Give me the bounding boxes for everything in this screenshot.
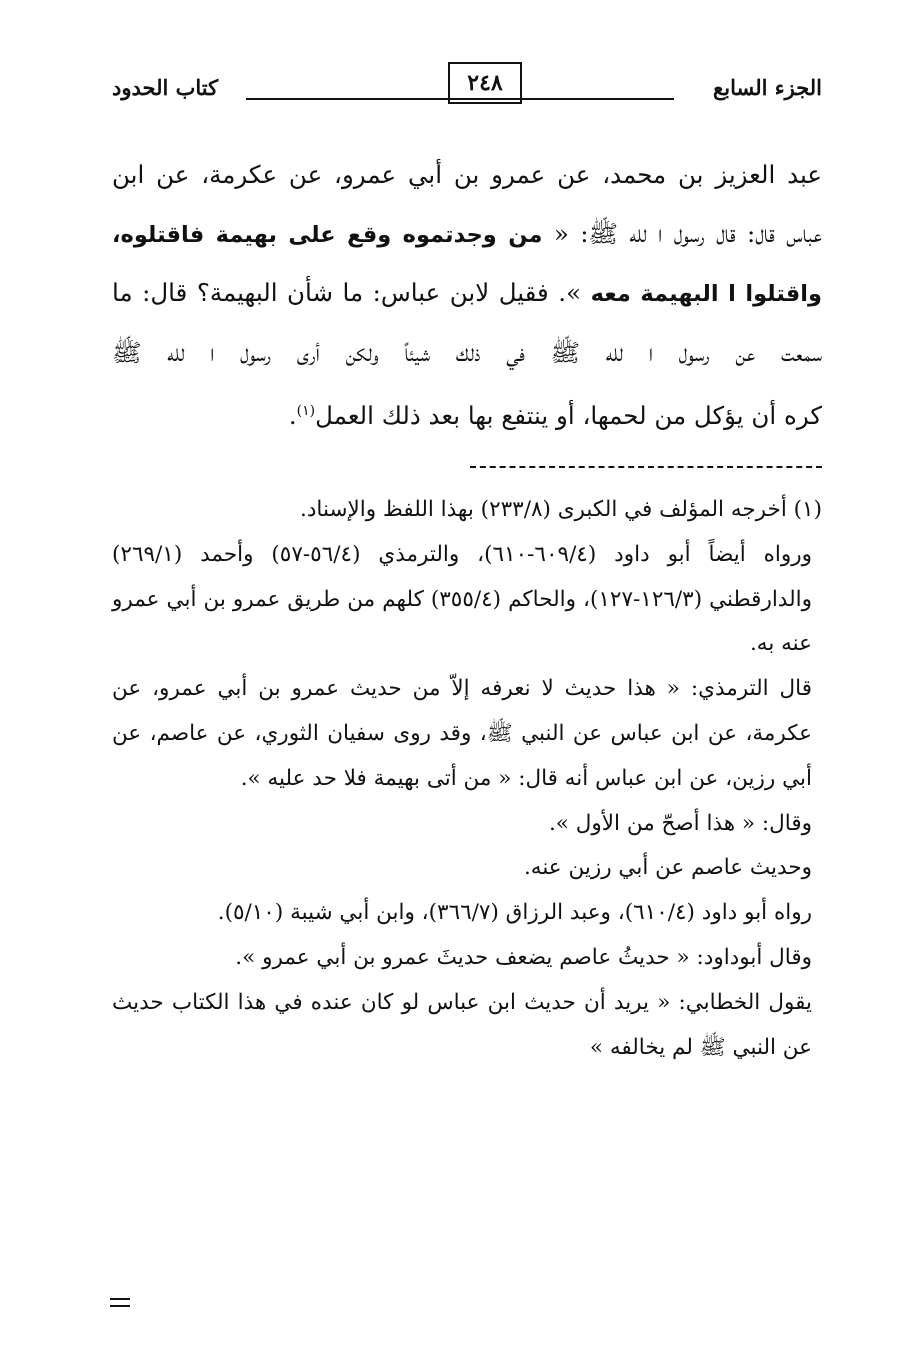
footnote-paragraph: وقال أبوداود: « حديثُ عاصم يضعف حديثَ عمرو بن أبي عمرو ».	[235, 944, 812, 970]
footnote-paragraph: وقال: « هذا أصحّ من الأول ».	[548, 810, 812, 836]
footnote-separator	[470, 466, 822, 468]
footnote-paragraph: يقول الخطابي: « يريد أن حديث ابن عباس لو كان عنده في هذا الكتاب حديث عن النبي ﷺ لم يخالفه »	[112, 989, 812, 1060]
footnote-paragraph: (١) أخرجه المؤلف في الكبرى (٢٣٣/٨) بهذا اللفظ والإسناد.	[300, 497, 822, 522]
text-span: ». فقيل لابن عباس: ما شأن البهيمة؟ قال: ما	[112, 278, 591, 307]
footnotes	[112, 488, 822, 1070]
footnote-ref: (١)	[296, 403, 316, 419]
page-header	[112, 60, 822, 112]
book-title: كتاب الحدود	[112, 75, 219, 100]
text-line	[112, 264, 822, 324]
continuation-mark	[110, 1298, 130, 1307]
text-line: سمعت عن رسول ا لله ﷺ في ذلك شيئاً ولكن أرى رسول ا لله ﷺ	[112, 337, 822, 367]
text-line	[112, 205, 822, 265]
volume-label: الجزء السابع	[713, 75, 822, 100]
footnote-paragraph: رواه أبو داود (٦١٠/٤)، وعبد الرزاق (٣٦٦/٧)، وابن أبي شيبة (٥/١٠).	[217, 900, 812, 926]
text-span: كره أن يؤكل من لحمها، أو ينتفع بها بعد ذلك العمل	[315, 401, 822, 431]
page-number: ٢٤٨	[448, 62, 522, 104]
text-line	[112, 382, 822, 446]
text-span: .	[288, 401, 297, 431]
text-line: عبد العزيز بن محمد، عن عمرو بن أبي عمرو، عن عكرمة، عن ابن	[112, 160, 822, 189]
text-span: عباس قال: قال رسول ا لله ﷺ: «	[542, 218, 822, 248]
footnote-paragraph: قال الترمذي: « هذا حديث لا نعرفه إلاّ من حديث عمرو بن أبي عمرو، عن عكرمة، عن ابن عباس عن النبي ﷺ، وقد روى سفيان الثوري، عن عاصم، عن أبي رزين، عن ابن عباس أنه قال: « من أتى بهيمة فلا حد عليه ».	[112, 676, 812, 791]
hadith-text: واقتلوا ا البهيمة معه	[590, 281, 822, 307]
header-rule-left	[246, 98, 482, 100]
footnote-paragraph: ورواه أيضاً أبو داود (٦٠٩/٤-٦١٠)، والترمذي (٥٦/٤-٥٧) وأحمد (٢٦٩/١) والدارقطني (١٢٦/٣-١٢٧)، والحاكم (٣٥٥/٤) كلهم من طريق عمرو بن أبي عمرو عنه به.	[112, 541, 812, 657]
hadith-text: من وجدتموه وقع على بهيمة فاقتلوه،	[112, 221, 543, 248]
footnote-paragraph: وحديث عاصم عن أبي رزين عنه.	[523, 855, 812, 881]
main-text	[112, 146, 822, 446]
